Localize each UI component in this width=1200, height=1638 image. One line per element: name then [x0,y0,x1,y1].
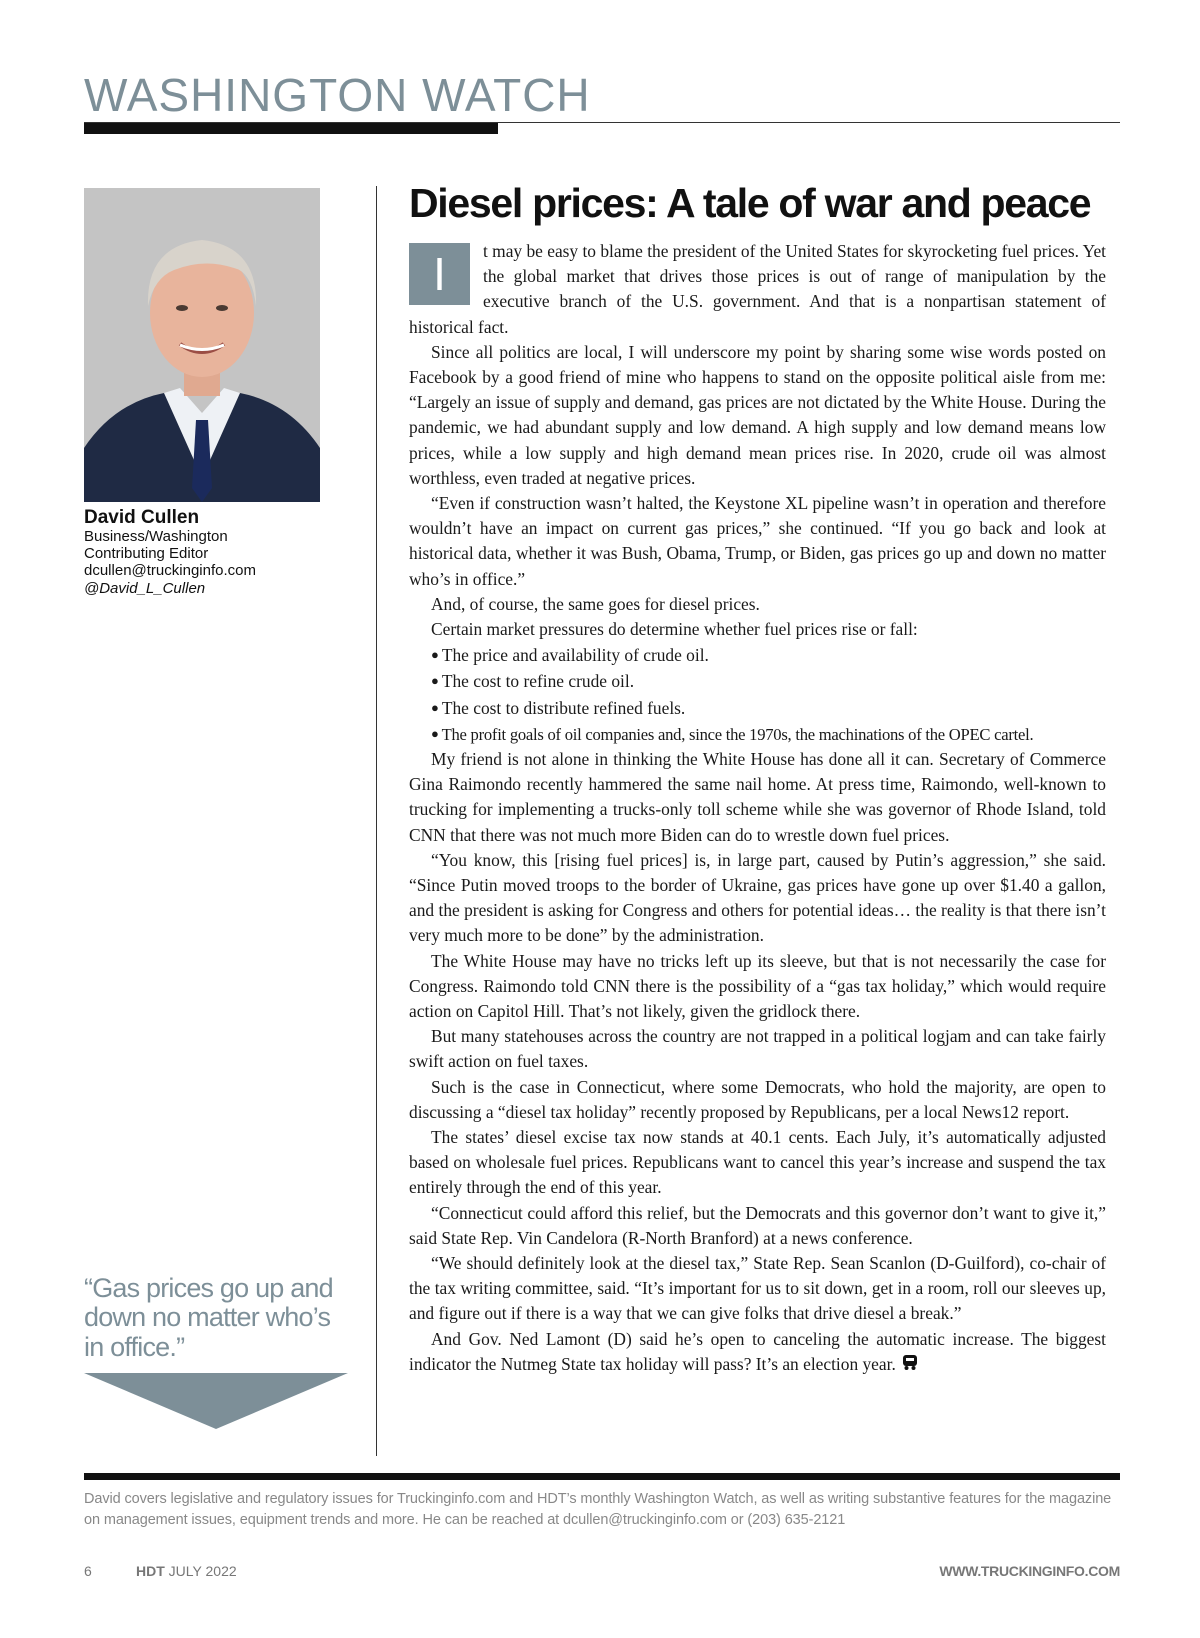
article-body [409,239,1106,1377]
pull-quote-arrow-icon [84,1373,348,1429]
article-paragraph: And Gov. Ned Lamont (D) said he’s open to canceling the automatic increase. The biggest indicator the Nutmeg State tax holiday will pass? It’s an election year. [409,1328,1106,1374]
article-paragraph: I t may be easy to blame the president of the United States for skyrocketing fuel prices. Yet the global market that drives those prices is out of range of manipulation by the executive branch of the U.S. government. And that is a nonpartisan statement of historical fact. [409,240,1107,337]
pull-quote: “Gas prices go up and down no matter who’s in office.” [84,1273,333,1362]
author-role-line2: Contributing Editor [84,545,209,563]
end-mark-icon [902,1354,918,1370]
section-rule-thick [84,123,498,134]
article-paragraph: Certain market pressures do determine whether fuel prices rise or fall: [431,618,918,639]
bullet-dot-icon: ● [431,647,439,663]
author-photo [84,188,320,502]
article-paragraph: “We should definitely look at the diesel tax,” State Rep. Sean Scanlon (D-Guilford), co-chair of the tax writing committee, said. “It’s important for us to sit down, get in a room, roll our sleeves up, and figure out if there is a way that we can give folks that drive diesel a break.” [409,1253,1106,1324]
author-name: David Cullen [84,507,200,528]
author-bio-note: David covers legislative and regulatory issues for Truckinginfo.com and HDT’s monthly Washington Watch, as well as writing substantive features for the magazine on management issues, equipment trends and more. He can be reached at dcullen@truckinginfo.com or (203) 635-2121 [84,1491,1112,1528]
bullet-item: ● The price and availability of crude oil. [431,645,709,666]
bullet-dot-icon: ● [431,725,439,741]
article-paragraph: Since all politics are local, I will underscore my point by sharing some wise words posted on Facebook by a good friend of mine who happens to stand on the opposite political aisle from me: “Largely an issue of supply and demand, gas prices are not dictated by the White House. During the pandemic, we had abundant supply and low demand. A high supply and low demand means low prices, while a low supply and high demand mean prices rise. In 2020, crude oil was almost worthless, even traded at negative prices. [409,341,1106,488]
issue-date: JULY 2022 [168,1563,237,1579]
bullet-item: ● The cost to refine crude oil. [431,671,635,692]
page-number: 6 [84,1563,92,1579]
website-link[interactable]: WWW.TRUCKINGINFO.COM [939,1563,1120,1579]
article-headline: Diesel prices: A tale of war and peace [409,180,1091,226]
bullet-dot-icon: ● [431,699,439,715]
bullet-item: ● The cost to distribute refined fuels. [431,697,686,718]
author-byline [84,508,256,597]
publication-info [136,1563,237,1579]
article-paragraph: Such is the case in Connecticut, where some Democrats, who hold the majority, are open to discussing a “diesel tax holiday” recently proposed by Republicans, per a local News12 report. [409,1076,1106,1122]
bullet-item: ● The profit goals of oil companies and, since the 1970s, the machinations of the OPEC cartel. [431,724,1034,744]
article [409,181,1106,1377]
article-paragraph: My friend is not alone in thinking the White House has done all it can. Secretary of Commerce Gina Raimondo recently hammered the same nail home. At press time, Raimondo, well-known to trucking for implementing a trucks-only toll scheme while she was governor of Rhode Island, told CNN that there was not much more Biden can do to wrestle down fuel prices. [409,748,1106,845]
drop-cap: I [409,243,470,305]
author-handle[interactable]: @David_L_Cullen [84,579,206,597]
column-divider [376,186,377,1456]
article-paragraph: And, of course, the same goes for diesel prices. [431,593,760,614]
section-title: WASHINGTON WATCH [84,69,591,121]
article-paragraph: “Connecticut could afford this relief, but the Democrats and this governor don’t want to give it,” said State Rep. Vin Candelora (R-North Branford) at a news conference. [409,1202,1106,1248]
article-paragraph: But many statehouses across the country are not trapped in a political logjam and can take fairly swift action on fuel taxes. [409,1026,1106,1072]
bullet-dot-icon: ● [431,673,439,689]
author-email[interactable]: dcullen@truckinginfo.com [84,562,256,580]
footer-rule [84,1473,1120,1480]
article-paragraph: The states’ diesel excise tax now stands at 40.1 cents. Each July, it’s automatically adjusted based on wholesale fuel prices. Republicans want to cancel this year’s increase and suspend the tax entirely through the end of this year. [409,1127,1106,1198]
article-paragraph: “Even if construction wasn’t halted, the Keystone XL pipeline wasn’t in operation and therefore wouldn’t have an impact on current gas prices,” she continued. “If you go back and look at historical data, whether it was Bush, Obama, Trump, or Biden, gas prices go up and down no matter who’s in office.” [409,492,1106,589]
magazine-name: HDT [136,1563,165,1579]
author-portrait-illustration [84,188,320,502]
author-role-line1: Business/Washington [84,527,228,545]
article-paragraph: “You know, this [rising fuel prices] is, in large part, caused by Putin’s aggression,” she said. “Since Putin moved troops to the border of Ukraine, gas prices have gone up over $1.40 a gallon, and the president is asking for Congress and others for potential ideas… the reality is that there isn’t very much more to be done” by the administration. [409,849,1106,946]
article-paragraph: The White House may have no tricks left up its sleeve, but that is not necessarily the case for Congress. Raimondo told CNN there is the possibility of a “gas tax holiday,” which would require action on Capitol Hill. That’s not likely, given the gridlock there. [409,950,1106,1021]
